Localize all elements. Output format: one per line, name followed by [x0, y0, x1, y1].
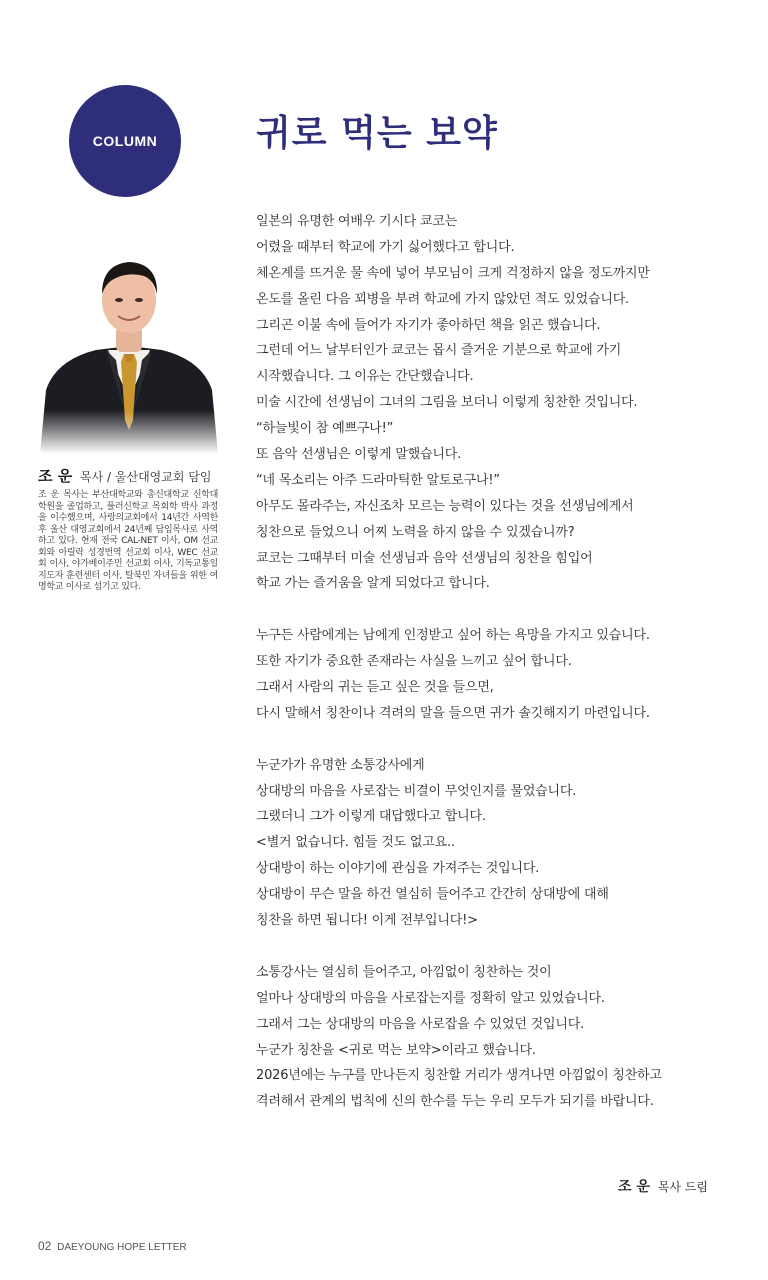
- text-line: 그래서 그는 상대방의 마음을 사로잡을 수 있었던 것입니다.: [256, 1016, 585, 1032]
- text-line: 격려해서 관계의 법칙에 신의 한수를 두는 우리 모두가 되기를 바랍니다.: [256, 1094, 654, 1110]
- text-line: 그리곤 이불 속에 들어가 자기가 좋아하던 책을 읽곤 했습니다.: [256, 317, 601, 333]
- author-portrait: [36, 250, 222, 454]
- text-line: 칭찬으로 들었으니 어찌 노력을 하지 않을 수 있겠습니까?: [256, 524, 575, 540]
- text-line: “네 목소리는 아주 드라마틱한 알토로구나!”: [256, 472, 500, 488]
- text-line: 또한 자기가 중요한 존재라는 사실을 느끼고 싶어 합니다.: [256, 654, 572, 670]
- author-bio: 조 운 목사는 부산대학교와 총신대학교 신학대학원을 졸업하고, 풀러신학교 목회학 박사 과정을 이수했으며, 사랑의교회에서 14년간 사역한 후 울산 대영교회에서 24년째 담임목사로 사역하고 있다. 현재 전국 CAL-NET 이사, OM 선교회와 아릴락 성경번역 선교회 이사, WEC 선교회 이사, 야가베이주민 선교회 이사, 기독교통일지도자 훈련센터 이사, 탈북민 자녀들을 위한 여명학교 이사로 섬기고 있다.: [38, 490, 218, 592]
- text-line: 그랬더니 그가 이렇게 대답했다고 합니다.: [256, 809, 486, 825]
- text-line: 아무도 몰라주는, 자신조차 모르는 능력이 있다는 것을 선생님에게서: [256, 498, 634, 514]
- text-line: 다시 말해서 칭찬이나 격려의 말을 들으면 귀가 솔깃해지기 마련입니다.: [256, 705, 650, 721]
- text-line: 쿄코는 그때부터 미술 선생님과 음악 선생님의 칭찬을 힘입어: [256, 550, 593, 566]
- page-title: 귀로 먹는 보약: [256, 112, 498, 154]
- paragraph: [256, 960, 736, 1115]
- text-line: 누군가가 유명한 소통강사에게: [256, 757, 425, 773]
- text-line: 상대방이 무슨 말을 하건 열심히 들어주고 간간히 상대방에 대해: [256, 887, 609, 903]
- text-line: 시작했습니다. 그 이유는 간단했습니다.: [256, 369, 474, 385]
- text-line: “하늘빛이 참 예쁘구나!”: [256, 421, 394, 437]
- paragraph-gap: [256, 934, 736, 960]
- paragraph: [256, 623, 736, 727]
- text-line: 그런데 어느 날부터인가 쿄코는 몹시 즐거운 기분으로 학교에 가기: [256, 343, 622, 359]
- text-line: 또 음악 선생님은 이렇게 말했습니다.: [256, 447, 462, 463]
- text-line: 학교 가는 즐거움을 알게 되었다고 합니다.: [256, 576, 490, 592]
- signature-name: 조 운: [618, 1179, 650, 1195]
- publication-name: DAEYOUNG HOPE LETTER: [57, 1242, 187, 1253]
- paragraph: [256, 753, 736, 934]
- text-line: 상대방이 하는 이야기에 관심을 가져주는 것입니다.: [256, 861, 540, 877]
- signature-suffix: 목사 드림: [657, 1180, 708, 1194]
- text-line: 어렸을 때부터 학교에 가기 싫어했다고 합니다.: [256, 239, 515, 255]
- text-line: 상대방의 마음을 사로잡는 비결이 무엇인지를 물었습니다.: [256, 783, 577, 799]
- text-line: 미술 시간에 선생님이 그녀의 그림을 보더니 이렇게 칭찬한 것입니다.: [256, 395, 638, 411]
- text-line: 일본의 유명한 여배우 기시다 쿄코는: [256, 214, 458, 229]
- text-line: 소통강사는 열심히 들어주고, 아낌없이 칭찬하는 것이: [256, 964, 552, 980]
- page-footer: [38, 1239, 187, 1253]
- column-badge-label: COLUMN: [92, 133, 158, 149]
- author-name: 조 운: [38, 467, 73, 485]
- text-line: 2026년에는 누구를 만나든지 칭찬할 거리가 생겨나면 아낌없이 칭찬하고: [256, 1068, 662, 1084]
- paragraph-gap: [256, 597, 736, 623]
- text-line: 얼마나 상대방의 마음을 사로잡는지를 정확히 알고 있었습니다.: [256, 990, 605, 1006]
- column-body: [256, 209, 736, 1115]
- paragraph-gap: [256, 727, 736, 753]
- paragraph: [256, 209, 736, 597]
- signature: [618, 1176, 708, 1196]
- text-line: 그래서 사람의 귀는 듣고 싶은 것을 들으면,: [256, 680, 494, 696]
- text-line: 체온계를 뜨거운 물 속에 넣어 부모님이 크게 걱정하지 않을 정도까지만: [256, 265, 650, 281]
- page-number: 02: [38, 1239, 52, 1253]
- text-line: 칭찬을 하면 됩니다! 이게 전부입니다!>: [256, 913, 478, 929]
- author-role: 목사 / 울산대영교회 담임: [80, 470, 212, 484]
- author-header: [38, 465, 228, 486]
- text-line: <별거 없습니다. 힘들 것도 없고요..: [256, 835, 455, 851]
- column-badge: [69, 85, 181, 197]
- text-line: 누군가 칭찬을 <귀로 먹는 보약>이라고 했습니다.: [256, 1042, 536, 1058]
- text-line: 온도를 올린 다음 꾀병을 부려 학교에 가지 않았던 적도 있었습니다.: [256, 291, 629, 307]
- text-line: 누구든 사람에게는 남에게 인정받고 싶어 하는 욕망을 가지고 있습니다.: [256, 628, 650, 644]
